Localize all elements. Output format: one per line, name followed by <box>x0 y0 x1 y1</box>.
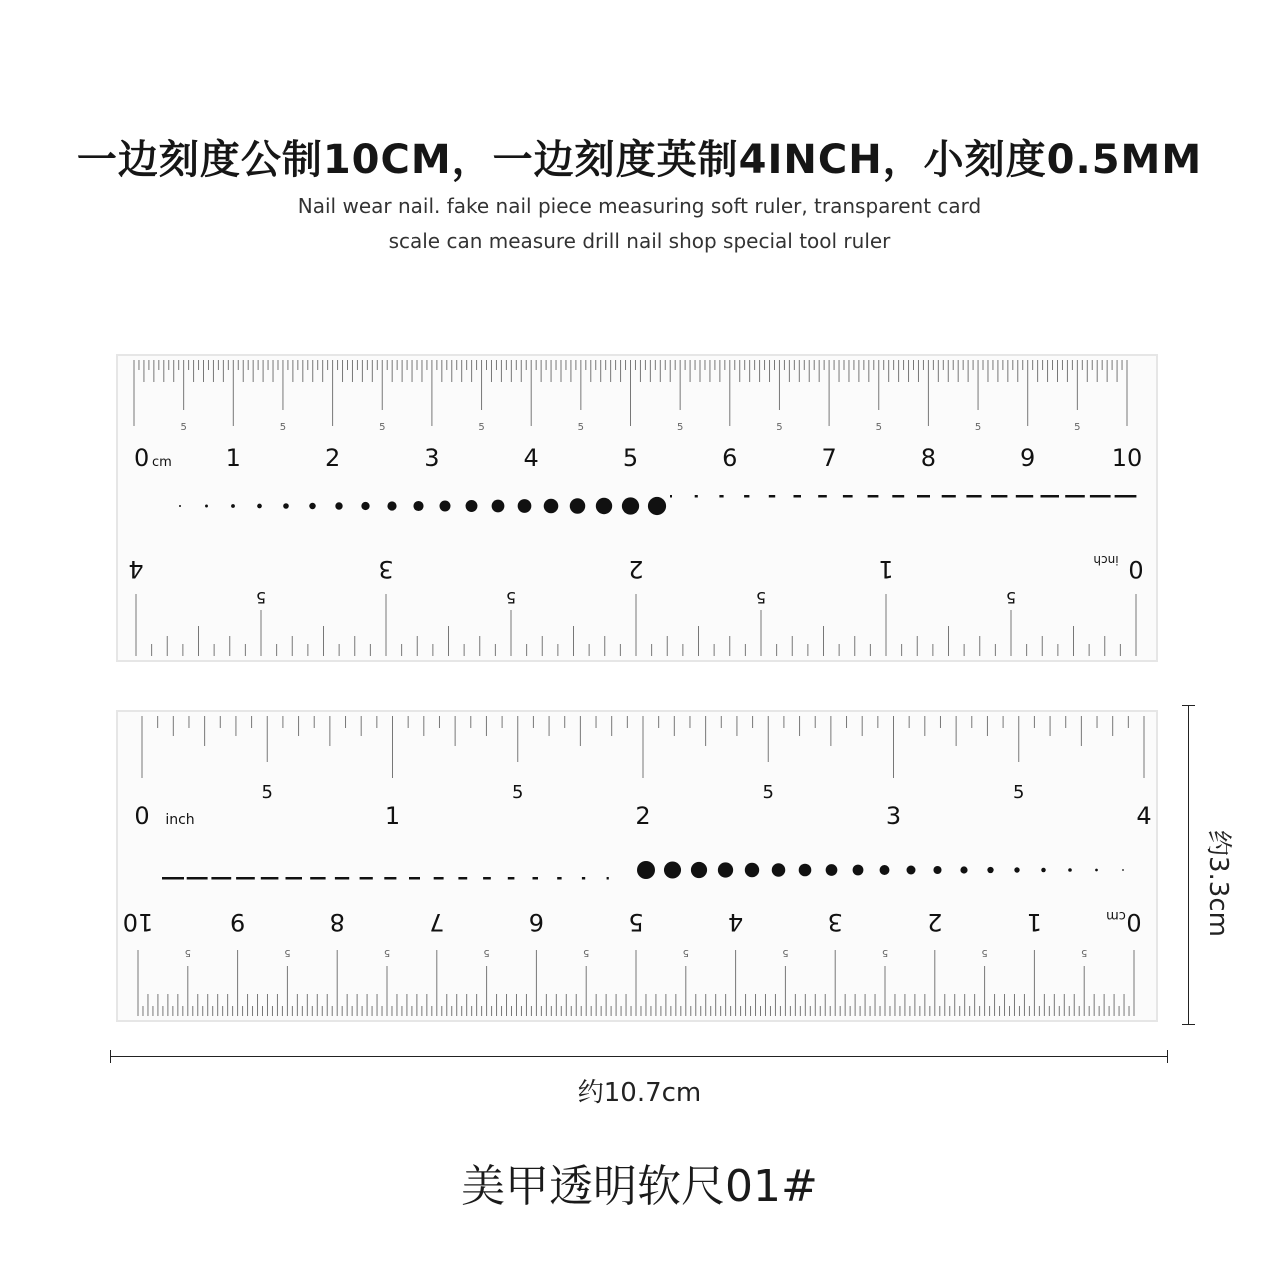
size-dot <box>772 863 786 877</box>
half-cm-mark: 5 <box>483 947 490 958</box>
size-dash <box>533 877 539 880</box>
size-dash <box>236 877 255 880</box>
half-cm-mark: 5 <box>981 947 988 958</box>
cm-number: 5 <box>628 908 644 936</box>
size-dash <box>818 495 827 498</box>
size-dot <box>544 499 559 514</box>
size-dash <box>261 877 279 880</box>
cm-number: 1 <box>225 444 241 472</box>
half-cm-mark: 5 <box>184 947 191 958</box>
height-label: 约3.3cm <box>1203 830 1233 937</box>
size-dash <box>310 877 325 880</box>
width-label: 约10.7cm <box>577 1078 702 1108</box>
size-dash <box>966 495 981 498</box>
size-dash <box>162 877 184 880</box>
size-dot <box>907 866 916 875</box>
size-dot <box>492 500 505 513</box>
cm-number: 4 <box>727 908 744 936</box>
half-cm-mark: 5 <box>180 422 187 433</box>
size-dot <box>1068 868 1072 872</box>
half-cm-mark: 5 <box>1074 422 1081 433</box>
inch-number: 2 <box>628 555 644 583</box>
size-dot <box>1041 868 1046 873</box>
cm-number: 4 <box>523 444 539 472</box>
half-cm-mark: 5 <box>682 947 689 958</box>
size-dot <box>745 863 759 877</box>
product-caption: 美甲透明软尺01# <box>461 1161 818 1212</box>
size-dash <box>942 495 956 498</box>
size-dash <box>917 495 930 498</box>
size-dash <box>843 495 853 498</box>
cm-number: 7 <box>429 908 445 936</box>
half-cm-mark: 5 <box>279 422 287 433</box>
half-inch-mark: 5 <box>762 782 774 803</box>
half-inch-mark: 5 <box>755 588 767 607</box>
size-dash <box>211 877 231 880</box>
half-cm-mark: 5 <box>875 422 882 433</box>
size-dot <box>570 498 586 514</box>
size-dash <box>769 495 775 498</box>
ruler-top <box>116 354 1158 662</box>
size-dot <box>257 504 262 509</box>
size-dot <box>1122 869 1124 871</box>
size-dot <box>283 503 289 509</box>
half-inch-mark: 5 <box>1013 782 1025 803</box>
inch-number: 3 <box>885 802 902 830</box>
cm-number: 10 <box>1111 444 1143 472</box>
cm-number: 1 <box>1026 908 1043 936</box>
size-dot <box>987 867 993 873</box>
cm-number: 0 <box>134 444 150 472</box>
half-cm-mark: 5 <box>1081 947 1088 958</box>
size-dot <box>933 866 941 874</box>
cm-number: 0 <box>1126 908 1142 936</box>
inch-unit: inch <box>165 812 195 828</box>
size-dash <box>607 877 609 880</box>
size-dash <box>582 877 585 880</box>
size-dash <box>719 495 723 498</box>
size-dot <box>648 497 666 515</box>
inch-number: 4 <box>128 555 144 583</box>
inch-number: 1 <box>878 555 894 583</box>
cm-unit: cm <box>1106 908 1126 923</box>
half-inch-mark: 5 <box>1005 588 1017 607</box>
half-cm-mark: 5 <box>577 422 585 433</box>
cm-number: 6 <box>528 908 545 936</box>
inch-number: 3 <box>378 555 394 583</box>
cm-number: 8 <box>920 444 937 472</box>
size-dash <box>409 877 420 880</box>
size-dash <box>434 877 444 880</box>
size-dot <box>826 864 838 876</box>
size-dot <box>179 505 181 507</box>
half-cm-mark: 5 <box>974 422 982 433</box>
size-dash <box>744 495 749 498</box>
half-inch-mark: 5 <box>255 588 267 607</box>
size-dot <box>413 501 423 511</box>
cm-number: 10 <box>122 908 154 936</box>
inch-number: 0 <box>1128 555 1144 583</box>
size-dash <box>1065 495 1085 498</box>
half-cm-mark: 5 <box>284 947 291 958</box>
size-dash <box>458 877 467 880</box>
size-dot <box>664 861 681 878</box>
inch-number: 2 <box>635 802 651 830</box>
size-dash <box>670 495 672 498</box>
size-dash <box>695 495 698 498</box>
size-dash <box>1016 495 1033 498</box>
size-dot <box>960 866 967 873</box>
size-dot <box>880 865 890 875</box>
cm-number: 3 <box>424 444 440 472</box>
ruler-bottom-graphic <box>118 712 1156 1020</box>
cm-unit: cm <box>152 455 172 470</box>
size-dash <box>991 495 1007 498</box>
half-inch-mark: 5 <box>505 588 517 607</box>
size-dot <box>335 502 342 509</box>
inch-unit: inch <box>1093 553 1119 567</box>
size-dot <box>637 861 655 879</box>
cm-number: 9 <box>1020 444 1036 472</box>
half-cm-mark: 5 <box>478 422 485 433</box>
inch-number: 0 <box>134 802 150 830</box>
cm-number: 8 <box>329 908 345 936</box>
size-dot <box>853 865 864 876</box>
size-dot <box>691 862 707 878</box>
subtitle-line-2: scale can measure drill nail shop special tool ruler <box>388 229 891 253</box>
half-cm-mark: 5 <box>782 947 789 958</box>
half-cm-mark: 5 <box>881 947 889 958</box>
size-dot <box>596 498 612 514</box>
half-cm-mark: 5 <box>776 422 783 433</box>
cm-number: 3 <box>827 908 843 936</box>
cm-number: 7 <box>821 444 837 472</box>
size-dot <box>622 497 639 514</box>
half-inch-mark: 5 <box>261 782 273 803</box>
size-dot <box>1095 869 1098 872</box>
size-dot <box>718 862 733 877</box>
size-dot <box>799 864 812 877</box>
half-cm-mark: 5 <box>383 947 391 958</box>
size-dot <box>361 502 369 510</box>
size-dash <box>794 495 802 498</box>
ruler-bottom <box>116 710 1158 1022</box>
headline: 一边刻度公制10CM，一边刻度英制4INCH，小刻度0.5MM <box>76 137 1203 183</box>
size-dash <box>187 877 208 880</box>
cm-number: 5 <box>622 444 639 472</box>
size-dot <box>518 499 532 513</box>
size-dash <box>384 877 396 880</box>
half-cm-mark: 5 <box>676 422 684 433</box>
inch-number: 4 <box>1136 802 1152 830</box>
size-dot <box>440 501 451 512</box>
half-cm-mark: 5 <box>583 947 590 958</box>
size-dash <box>1115 495 1137 498</box>
size-dash <box>286 877 303 880</box>
width-dimension-line <box>110 1056 1168 1057</box>
size-dash <box>557 877 561 880</box>
half-cm-mark: 5 <box>379 422 386 433</box>
size-dot <box>466 500 478 512</box>
size-dash <box>892 495 904 498</box>
cm-number: 6 <box>722 444 738 472</box>
inch-number: 1 <box>384 802 401 830</box>
size-dot <box>1014 867 1019 872</box>
cm-number: 2 <box>324 444 341 472</box>
ruler-top-graphic <box>118 356 1156 660</box>
size-dash <box>335 877 349 880</box>
height-dimension-line <box>1188 705 1189 1025</box>
size-dash <box>868 495 879 498</box>
cm-number: 9 <box>229 908 246 936</box>
size-dot <box>387 501 396 510</box>
half-inch-mark: 5 <box>512 782 524 803</box>
size-dot <box>309 503 316 510</box>
size-dash <box>483 877 491 880</box>
size-dash <box>1090 495 1111 498</box>
size-dash <box>508 877 515 880</box>
cm-number: 2 <box>927 908 943 936</box>
size-dot <box>231 504 235 508</box>
size-dash <box>1041 495 1060 498</box>
size-dot <box>205 505 208 508</box>
size-dash <box>360 877 373 880</box>
subtitle-line-1: Nail wear nail. fake nail piece measuring soft ruler, transparent card <box>297 194 982 218</box>
